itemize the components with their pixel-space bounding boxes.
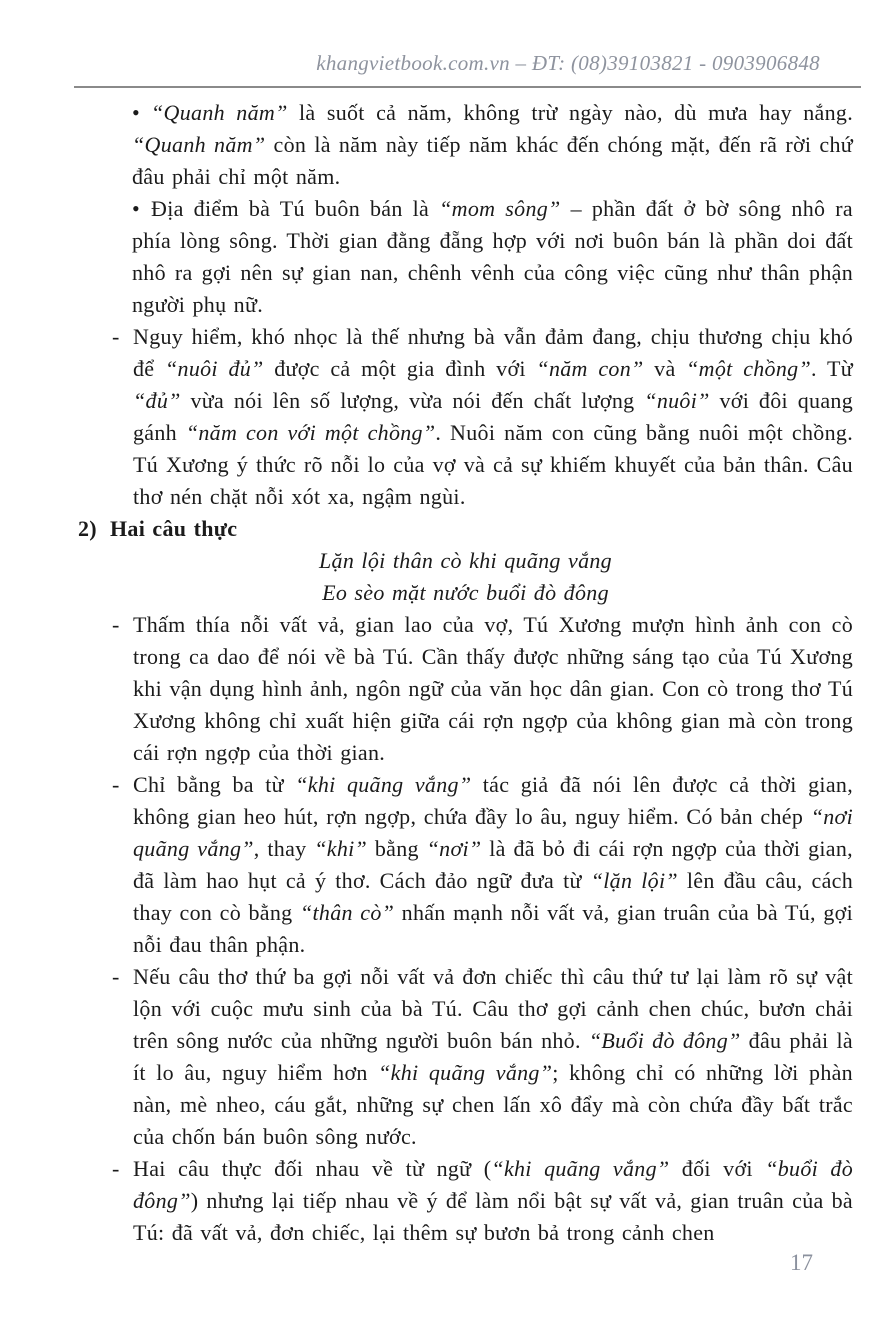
text-run: . Từ <box>811 356 853 381</box>
quoted-phrase: “nơi quãng vắng” <box>133 804 853 861</box>
document-body <box>78 97 853 1249</box>
dash-paragraph <box>78 1153 853 1249</box>
header-divider <box>74 86 861 88</box>
dash-paragraph <box>78 609 853 769</box>
bullet-paragraph <box>78 193 853 321</box>
paragraph-text <box>133 1156 853 1245</box>
text-run: . Nuôi năm con cũng bằng nuôi một chồng. Tú Xương ý thức rõ nỗi lo của vợ và cả sự khiếm khuyết của bản thân. Câu thơ nén chặt nỗi xót xa, ngậm ngùi. <box>133 420 853 509</box>
dash-paragraph <box>78 961 853 1153</box>
paragraph-text <box>133 324 853 509</box>
quoted-phrase: “lặn lội” <box>590 868 678 893</box>
quoted-phrase: “thân cò” <box>299 900 395 925</box>
dash-paragraph <box>78 769 853 961</box>
quoted-phrase: “khi” <box>314 836 368 861</box>
poem-line: Lặn lội thân cò khi quãng vắng <box>319 548 612 573</box>
text-run: , thay <box>253 836 315 861</box>
quoted-phrase: “nuôi” <box>644 388 710 413</box>
poem-quote <box>78 545 853 609</box>
heading-text: Hai câu thực <box>110 516 238 541</box>
text-run: đối với <box>669 1156 766 1181</box>
text-run: và <box>643 356 687 381</box>
paragraph-text <box>133 612 853 765</box>
paragraph-text <box>133 772 853 957</box>
quoted-phrase: “buổi đò đông” <box>133 1156 853 1213</box>
text-run: là đã bỏ đi cái rợn ngợp của thời gian, đã làm hao hụt cả ý thơ. Cách đảo ngữ đưa từ <box>133 836 853 893</box>
text-run: ) nhưng lại tiếp nhau về ý để làm nổi bật sự vất vả, gian truân của bà Tú: đã vất vả, đơn chiếc, lại thêm sự bươn bả trong cảnh chen <box>133 1188 853 1245</box>
quoted-phrase: “năm con” <box>536 356 644 381</box>
text-run: – phần đất ở bờ sông nhô ra phía lòng sông. Thời gian đằng đẵng hợp với nơi buôn bán là phần doi đất nhô ra gợi nên sự gian nan, chênh vênh của công việc cũng như thân phận người phụ nữ. <box>132 196 854 317</box>
dash-marker: - <box>112 1156 120 1181</box>
text-run: nhấn mạnh nỗi vất vả, gian truân của bà Tú, gợi nỗi đau thân phận. <box>133 900 853 957</box>
quoted-phrase: “năm con với một chồng” <box>185 420 436 445</box>
dash-marker: - <box>112 612 120 637</box>
paragraph-text <box>132 100 853 189</box>
quoted-phrase: “khi quãng vắng” <box>378 1060 553 1085</box>
text-run: ; không chỉ có những lời phàn nàn, mè nheo, cáu gắt, những sự chen lấn xô đẩy mà còn chứa đầy bất trắc của chốn bán buôn sông nước. <box>133 1060 853 1149</box>
text-run: Nếu câu thơ thứ ba gợi nỗi vất vả đơn chiếc thì câu thứ tư lại làm rõ sự vật lộn với cuộc mưu sinh của bà Tú. Câu thơ gợi cảnh chen chúc, bươn chải trên sông nước của những người buôn bán nhỏ. <box>133 964 853 1053</box>
text-run: Chỉ bằng ba từ <box>133 772 296 797</box>
text-run: còn là năm này tiếp năm khác đến chóng mặt, đến rã rời chứ đâu phải chỉ một năm. <box>132 132 854 189</box>
quoted-phrase: “Quanh năm” <box>132 132 266 157</box>
text-run: đâu phải là ít lo âu, nguy hiểm hơn <box>133 1028 853 1085</box>
quoted-phrase: “nơi” <box>426 836 482 861</box>
section-heading <box>78 513 853 545</box>
text-run: được cả một gia đình với <box>263 356 537 381</box>
poem-line: Eo sèo mặt nước buổi đò đông <box>322 580 609 605</box>
text-run: bằng <box>367 836 427 861</box>
quoted-phrase: “Buổi đò đông” <box>588 1028 741 1053</box>
dash-marker: - <box>112 324 120 349</box>
text-run: Địa điểm bà Tú buôn bán là <box>151 196 440 221</box>
quoted-phrase: “khi quãng vắng” <box>295 772 472 797</box>
text-run: Hai câu thực đối nhau về từ ngữ ( <box>133 1156 492 1181</box>
bullet-marker: • <box>132 196 141 221</box>
quoted-phrase: “đủ” <box>133 388 181 413</box>
dash-marker: - <box>112 772 120 797</box>
text-run: vừa nói lên số lượng, vừa nói đến chất lượng <box>180 388 645 413</box>
bullet-paragraph <box>78 97 853 193</box>
dash-marker: - <box>112 964 120 989</box>
page-number: 17 <box>790 1250 813 1275</box>
quoted-phrase: “mom sông” <box>439 196 561 221</box>
paragraph-text <box>133 964 853 1149</box>
text-run: là suốt cả năm, không trừ ngày nào, dù mưa hay nắng. <box>287 100 854 125</box>
text-run: lên đầu câu, cách thay con cò bằng <box>133 868 853 925</box>
quoted-phrase: “nuôi đủ” <box>164 356 264 381</box>
text-run: với đôi quang gánh <box>133 388 853 445</box>
text-run: Nguy hiểm, khó nhọc là thế nhưng bà vẫn đảm đang, chịu thương chịu khó để <box>133 324 853 381</box>
quoted-phrase: “khi quãng vắng” <box>491 1156 670 1181</box>
paragraph-text <box>132 196 853 317</box>
text-run: Thấm thía nỗi vất vả, gian lao của vợ, Tú Xương mượn hình ảnh con cò trong ca dao để nói về bà Tú. Cần thấy được những sáng tạo của Tú Xương khi vận dụng hình ảnh, ngôn ngữ của văn học dân gian. Con cò trong thơ Tú Xương không chỉ xuất hiện giữa cái rợn ngợp của không gian mà còn trong cái rợn ngợp của thời gian. <box>133 612 853 765</box>
text-run: tác giả đã nói lên được cả thời gian, không gian heo hút, rợn ngợp, chứa đầy lo âu, nguy hiểm. Có bản chép <box>133 772 853 829</box>
heading-number: 2) <box>78 516 97 541</box>
quoted-phrase: “một chồng” <box>686 356 811 381</box>
dash-paragraph <box>78 321 853 513</box>
running-header: khangvietbook.com.vn – ĐT: (08)39103821 - 0903906848 <box>316 51 820 75</box>
quoted-phrase: “Quanh năm” <box>151 100 288 125</box>
bullet-marker: • <box>132 100 141 125</box>
